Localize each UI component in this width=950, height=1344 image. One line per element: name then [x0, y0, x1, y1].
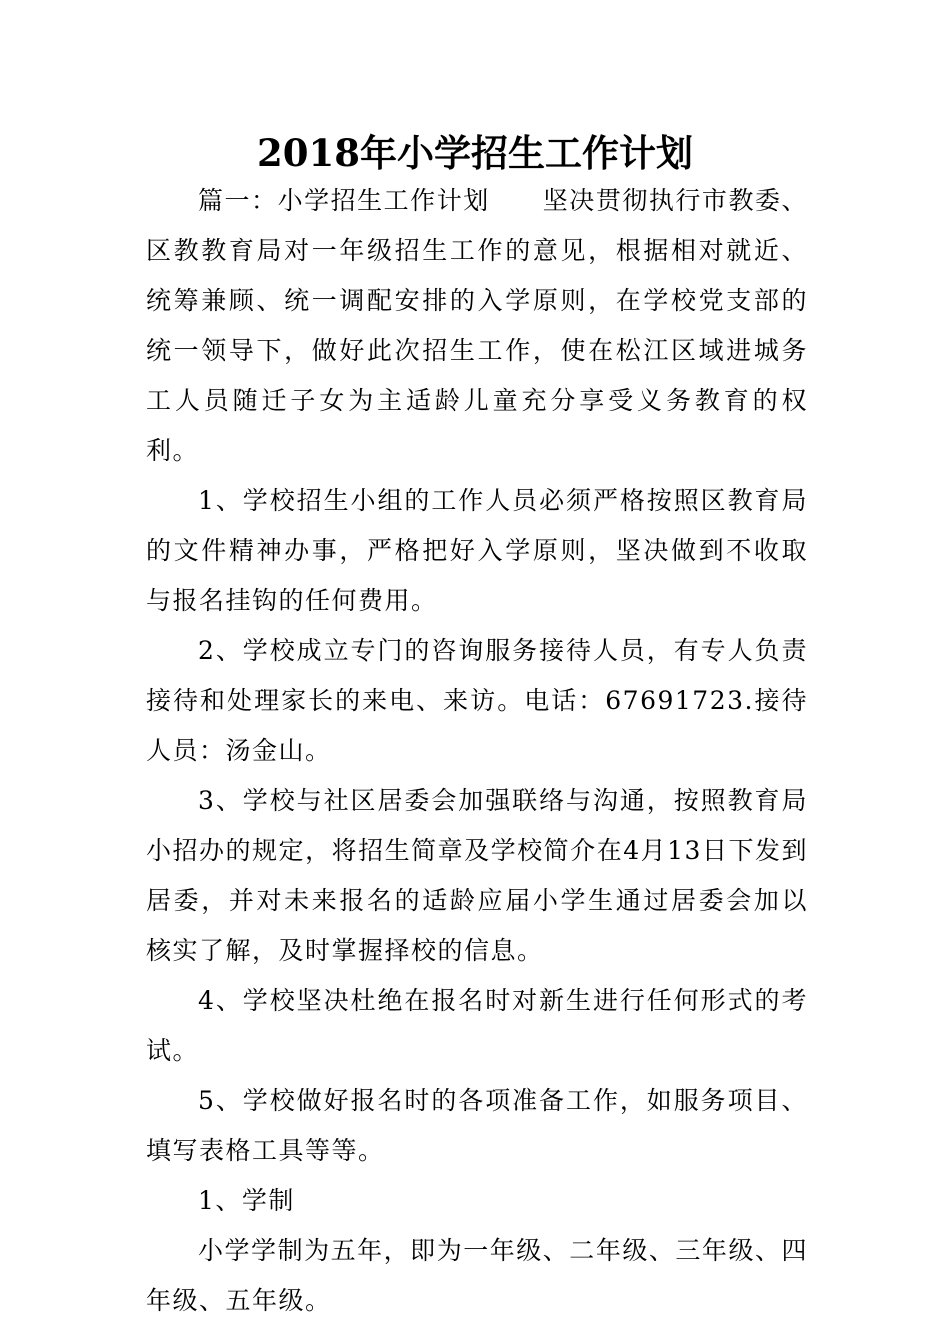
paragraph-item-3: 3、学校与社区居委会加强联络与沟通，按照教育局小招办的规定，将招生简章及学校简介在4月13日下发到居委，并对未来报名的适龄应届小学生通过居委会加以核实了解，及时掌握择校的信息。	[146, 786, 808, 965]
paragraph-item-2: 2、学校成立专门的咨询服务接待人员，有专人负责接待和处理家长的来电、来访。电话：67691723.接待人员：汤金山。	[146, 636, 808, 765]
paragraph-item-1: 1、学校招生小组的工作人员必须严格按照区教育局的文件精神办事，严格把好入学原则，坚决做到不收取与报名挂钩的任何费用。	[146, 486, 808, 615]
section-heading-school-system: 1、学制	[198, 1186, 295, 1215]
paragraph-item-5: 5、学校做好报名时的各项准备工作，如服务项目、填写表格工具等等。	[146, 1086, 808, 1165]
paragraph-item-4: 4、学校坚决杜绝在报名时对新生进行任何形式的考试。	[146, 986, 808, 1065]
paragraph-school-system: 小学学制为五年，即为一年级、二年级、三年级、四年级、五年级。	[146, 1236, 808, 1315]
paragraph-intro: 篇一：小学招生工作计划 坚决贯彻执行市教委、区教教育局对一年级招生工作的意见，根据相对就近、统筹兼顾、统一调配安排的入学原则，在学校党支部的统一领导下，做好此次招生工作，使在松江区域进城务工人员随迁子女为主适龄儿童充分享受义务教育的权利。	[146, 186, 808, 465]
document-body	[146, 176, 808, 1326]
document-title: 2018年小学招生工作计划	[257, 131, 693, 175]
